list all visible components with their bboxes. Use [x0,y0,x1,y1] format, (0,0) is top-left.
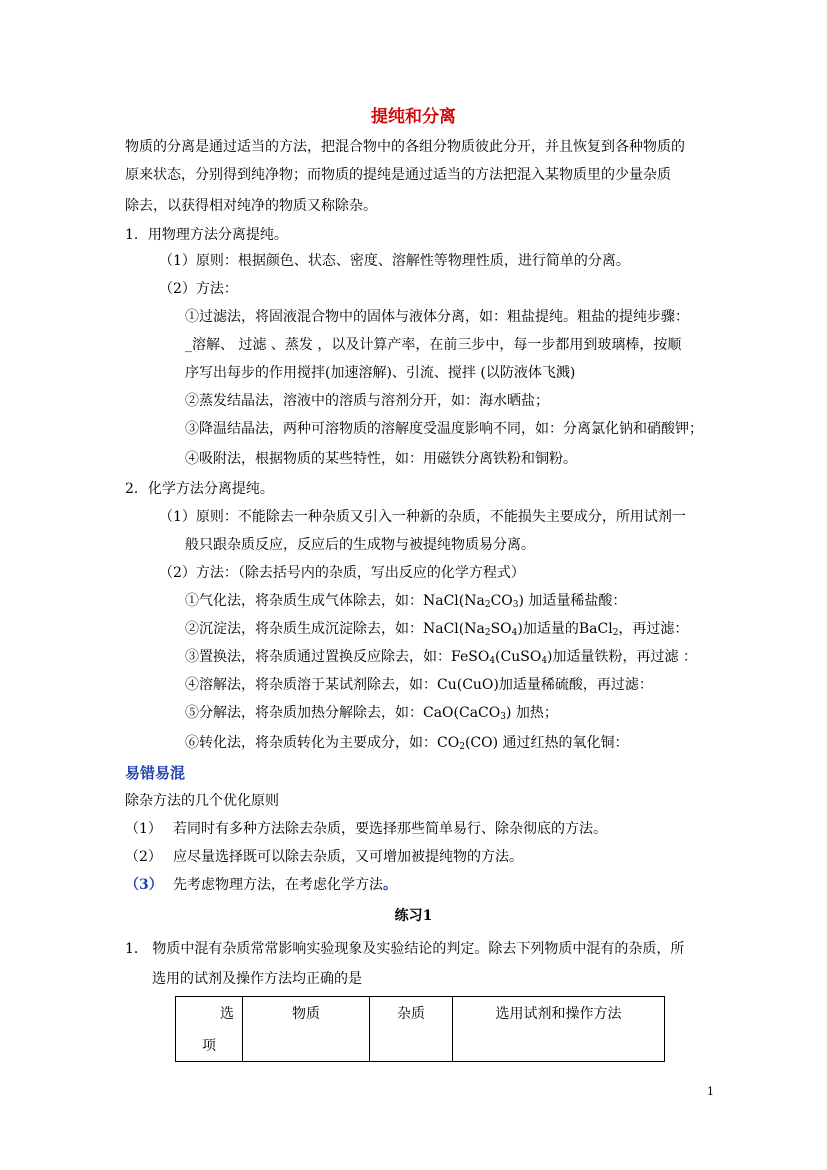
page-title: 提纯和分离 [371,107,456,127]
question-1-line-2: 选用的试剂及操作方法均正确的是 [152,971,362,987]
evaporation-method: ②蒸发结晶法，溶液中的溶质与溶剂分开，如：海水晒盐； [185,393,549,409]
section-2-principle-2: 般只跟杂质反应，反应后的生成物与被提纯物质易分离。 [185,537,535,553]
section-1-methods-heading: （2）方法： [159,281,238,297]
principle-item-2: （2） 应尽量选择既可以除去杂质，又可增加被提纯物的方法。 [125,849,523,865]
section-2-methods-heading: （2）方法：（除去括号内的杂质，写出反应的化学方程式） [159,565,525,581]
question-1-line-1: 1． 物质中混有杂质常常影响实验现象及实验结论的判定。除去下列物质中混有的杂质，所 [125,941,685,957]
intro-line-3: 除去，以获得相对纯净的物质又称除杂。 [125,198,377,214]
section-1-heading: 1．用物理方法分离提纯。 [125,227,288,243]
header-impurity: 杂质 [370,997,453,1062]
section-1-principle: （1）原则：根据颜色、状态、密度、溶解性等物理性质，进行简单的分离。 [159,253,630,269]
intro-line-2: 原来状态，分别得到纯净物；而物质的提纯是通过适当的方法把混入某物质里的少量杂质 [125,167,671,183]
header-reagent-method: 选用试剂和操作方法 [453,997,665,1062]
gasification-method: ①气化法，将杂质生成气体除去，如：$NaCl(Na_2CO_3)$ 加适量稀盐酸： [185,593,627,610]
options-table [175,996,665,1062]
precipitation-method: ②沉淀法，将杂质生成沉淀除去，如：$NaCl(Na_2SO_4)$加适量的BaCl$_2$，再过滤： [185,621,689,638]
section-2-principle-1: （1）原则：不能除去一种杂质又引入一种新的杂质，不能损失主要成分，所用试剂一 [159,509,686,525]
header-option: 选 项 [176,997,243,1062]
intro-line-1: 物质的分离是通过适当的方法，把混合物中的各组分物质彼此分开，并且恢复到各种物质的 [125,139,685,155]
adsorption-method: ④吸附法，根据物质的某些特性，如：用磁铁分离铁粉和铜粉。 [185,451,577,467]
filtration-line-2: _溶解、 过滤 、蒸发 ，以及计算产率，在前三步中，每一步都用到玻璃棒，按顺 [185,337,682,353]
filtration-line-3: 序写出每步的作用搅拌(加速溶解)、引流、搅拌 (以防液体飞溅) [185,365,576,381]
dissolution-method: ④溶解法，将杂质溶于某试剂除去，如：Cu(CuO)加适量稀硫酸，再过滤： [185,677,653,693]
easy-mistake-subtitle: 除杂方法的几个优化原则 [125,793,279,809]
conversion-method: ⑥转化法，将杂质转化为主要成分，如：$CO_2(CO)$ 通过红热的氧化铜： [185,735,629,752]
cooling-crystallization-method: ③降温结晶法，两种可溶物质的溶解度受温度影响不同，如：分离氯化钠和硝酸钾； [185,421,703,437]
exercise-title: 练习1 [394,908,433,924]
principle-item-1: （1） 若同时有多种方法除去杂质，要选择那些简单易行、除杂彻底的方法。 [125,821,607,837]
header-substance: 物质 [243,997,370,1062]
easy-mistake-heading: 易错易混 [125,764,186,782]
displacement-method: ③置换法，将杂质通过置换反应除去，如：FeSO$_4$(CuSO$_4$)加适量铁粉，再过滤 ： [185,649,697,666]
section-2-heading: 2．化学方法分离提纯。 [125,481,274,497]
principle-item-3: （3） 先考虑物理方法，在考虑化学方法。 [125,877,397,893]
page-number: 1 [707,1085,714,1098]
table-header-row [176,997,665,1062]
filtration-line-1: ①过滤法，将固液混合物中的固体与液体分离，如：粗盐提纯。粗盐的提纯步骤： [185,309,689,325]
decomposition-method: ⑤分解法，将杂质加热分解除去，如：CaO(CaCO$_3$) 加热； [185,705,558,722]
